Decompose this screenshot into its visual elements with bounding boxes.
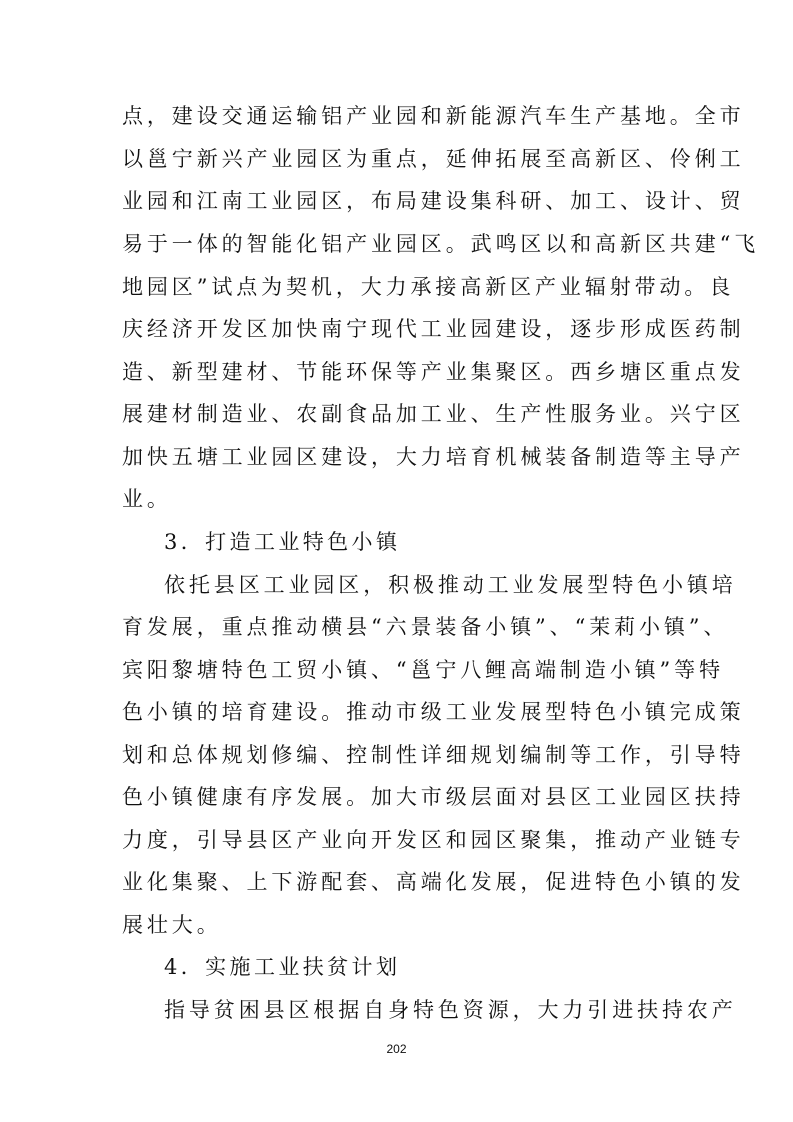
body-text-line: 展壮大。 [122,913,222,937]
body-text-line: 以邕宁新兴产业园区为重点，延伸拓展至高新区、伶俐工 [122,147,745,171]
body-text-line: 业化集聚、上下游配套、高端化发展，促进特色小镇的发 [122,870,745,894]
body-text-line: 地园区”试点为契机，大力承接高新区产业辐射带动。良 [122,275,735,299]
body-text-line: 划和总体规划修编、控制性详细规划编制等工作，引导特 [122,743,745,767]
body-text-line: 色小镇的培育建设。推动市级工业发展型特色小镇完成策 [122,700,745,724]
section-heading: 4．实施工业扶贫计划 [164,955,401,979]
page-number: 202 [386,1042,407,1056]
body-text-line: 依托县区工业园区，积极推动工业发展型特色小镇培 [164,573,737,597]
body-text-line: 育发展，重点推动横县“六景装备小镇”、“茉莉小镇”、 [122,615,729,639]
body-text-line: 指导贫困县区根据自身特色资源，大力引进扶持农产 [164,998,737,1022]
body-text-line: 易于一体的智能化铝产业园区。武鸣区以和高新区共建“飞 [122,232,760,256]
body-text-line: 点，建设交通运输铝产业园和新能源汽车生产基地。全市 [122,104,745,128]
body-text-line: 业园和江南工业园区，布局建设集科研、加工、设计、贸 [122,189,745,213]
body-text-line: 力度，引导县区产业向开发区和园区聚集，推动产业链专 [122,828,745,852]
body-text-line: 庆经济开发区加快南宁现代工业园建设，逐步形成医药制 [122,317,745,341]
section-heading: 3．打造工业特色小镇 [164,530,401,554]
body-text-line: 加快五塘工业园区建设，大力培育机械装备制造等主导产 [122,445,745,469]
body-text-line: 造、新型建材、节能环保等产业集聚区。西乡塘区重点发 [122,360,745,384]
body-text-line: 色小镇健康有序发展。加大市级层面对县区工业园区扶持 [122,785,745,809]
body-text-line: 业。 [122,487,172,511]
body-text-line: 展建材制造业、农副食品加工业、生产性服务业。兴宁区 [122,402,745,426]
body-text-line: 宾阳黎塘特色工贸小镇、“邕宁八鲤高端制造小镇”等特 [122,658,724,682]
